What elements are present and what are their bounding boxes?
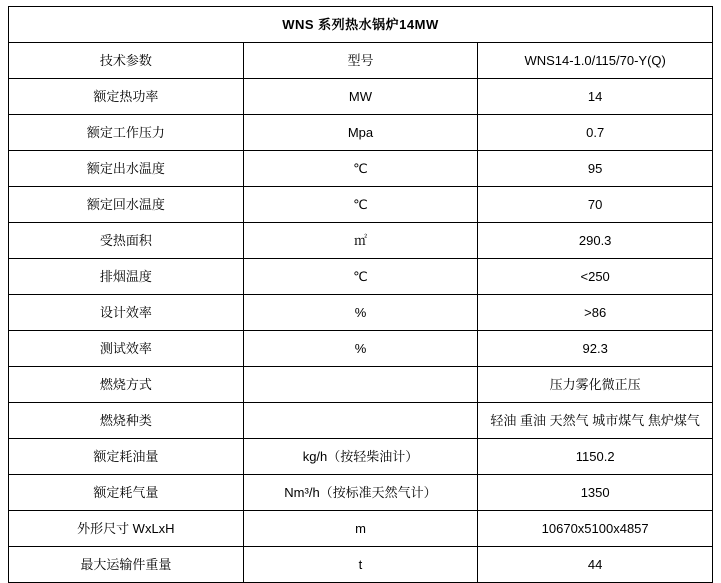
cell-unit: ㎡	[243, 223, 478, 259]
cell-value: 压力雾化微正压	[478, 367, 713, 403]
table-row	[9, 259, 713, 295]
table-row	[9, 151, 713, 187]
cell-parameter: 受热面积	[9, 223, 244, 259]
cell-parameter: 额定出水温度	[9, 151, 244, 187]
cell-parameter: 外形尺寸 WxLxH	[9, 511, 244, 547]
table-row	[9, 187, 713, 223]
cell-unit: %	[243, 295, 478, 331]
cell-unit: ℃	[243, 187, 478, 223]
cell-value: 14	[478, 79, 713, 115]
cell-unit: 型号	[243, 43, 478, 79]
cell-unit: MW	[243, 79, 478, 115]
cell-parameter: 额定耗气量	[9, 475, 244, 511]
cell-unit: m	[243, 511, 478, 547]
cell-parameter: 额定耗油量	[9, 439, 244, 475]
cell-value: 10670x5100x4857	[478, 511, 713, 547]
cell-value: <250	[478, 259, 713, 295]
table-row	[9, 547, 713, 583]
boiler-spec-table	[8, 6, 713, 583]
cell-value: 1150.2	[478, 439, 713, 475]
cell-value: 轻油 重油 天然气 城市煤气 焦炉煤气	[478, 403, 713, 439]
cell-value: >86	[478, 295, 713, 331]
cell-parameter: 燃烧方式	[9, 367, 244, 403]
table-row	[9, 475, 713, 511]
cell-unit: kg/h（按轻柴油计）	[243, 439, 478, 475]
cell-parameter: 最大运输件重量	[9, 547, 244, 583]
table-row	[9, 511, 713, 547]
cell-unit: Mpa	[243, 115, 478, 151]
cell-value: 1350	[478, 475, 713, 511]
cell-parameter: 燃烧种类	[9, 403, 244, 439]
table-row	[9, 295, 713, 331]
cell-parameter: 额定工作压力	[9, 115, 244, 151]
table-row	[9, 367, 713, 403]
table-title-row	[9, 7, 713, 43]
cell-value: 92.3	[478, 331, 713, 367]
cell-unit: ℃	[243, 151, 478, 187]
cell-value: 44	[478, 547, 713, 583]
cell-value: 290.3	[478, 223, 713, 259]
cell-value: 70	[478, 187, 713, 223]
cell-parameter: 排烟温度	[9, 259, 244, 295]
document-page	[0, 6, 721, 572]
table-row	[9, 331, 713, 367]
cell-parameter: 额定热功率	[9, 79, 244, 115]
table-title: WNS 系列热水锅炉14MW	[9, 7, 713, 43]
cell-unit	[243, 403, 478, 439]
table-row	[9, 43, 713, 79]
cell-unit: %	[243, 331, 478, 367]
table-row	[9, 403, 713, 439]
cell-value: 95	[478, 151, 713, 187]
table-row	[9, 79, 713, 115]
cell-value: 0.7	[478, 115, 713, 151]
cell-unit: t	[243, 547, 478, 583]
cell-parameter: 测试效率	[9, 331, 244, 367]
cell-unit: ℃	[243, 259, 478, 295]
cell-value: WNS14-1.0/115/70-Y(Q)	[478, 43, 713, 79]
table-row	[9, 115, 713, 151]
table-body	[9, 7, 713, 583]
cell-parameter: 额定回水温度	[9, 187, 244, 223]
cell-unit: Nm³/h（按标准天然气计）	[243, 475, 478, 511]
table-row	[9, 439, 713, 475]
table-row	[9, 223, 713, 259]
cell-unit	[243, 367, 478, 403]
cell-parameter: 设计效率	[9, 295, 244, 331]
cell-parameter: 技术参数	[9, 43, 244, 79]
